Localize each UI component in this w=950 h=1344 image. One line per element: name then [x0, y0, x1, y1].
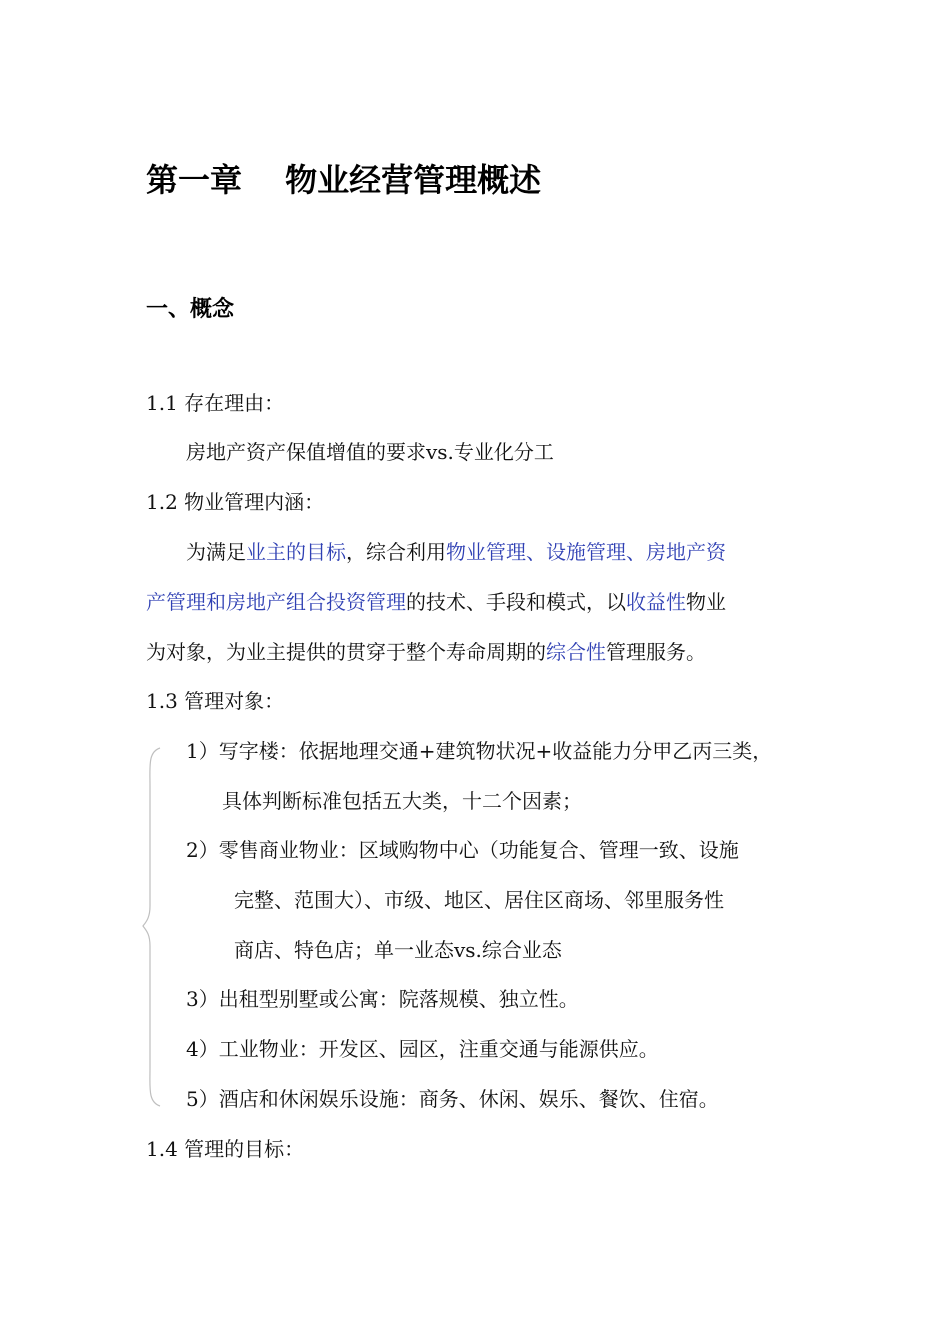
highlight-management-types: 物业管理、设施管理、房地产资	[446, 540, 726, 564]
s1-3-item-3: 3）出租型别墅或公寓：院落规模、独立性。	[186, 987, 579, 1011]
text-run: 物业	[686, 590, 726, 614]
s1-3-item-5: 5）酒店和休闲娱乐设施：商务、休闲、娱乐、餐饮、住宿。	[186, 1087, 719, 1111]
s1-2-para-line-1	[186, 537, 726, 567]
chapter-title: 第一章 物业经营管理概述	[146, 161, 542, 199]
highlight-comprehensive: 综合性	[546, 640, 606, 664]
s1-3-item-2-line-2: 完整、范围大）、市级、地区、居住区商场、邻里服务性	[234, 888, 724, 912]
s1-3-heading: 1.3 管理对象：	[146, 689, 285, 713]
s1-3-item-1-line-1: 1）写字楼：依据地理交通+建筑物状况+收益能力分甲乙丙三类，	[186, 739, 773, 763]
left-brace-icon	[140, 746, 164, 1108]
text-run: ，综合利用	[346, 540, 446, 564]
s1-1-heading: 1.1 存在理由：	[146, 391, 285, 415]
s1-2-para-line-3	[146, 637, 706, 667]
section-heading: 一、概念	[146, 297, 235, 322]
s1-3-item-2-line-3: 商店、特色店；单一业态vs.综合业态	[234, 938, 562, 962]
s1-3-item-4: 4）工业物业：开发区、园区，注重交通与能源供应。	[186, 1037, 659, 1061]
s1-4-heading: 1.4 管理的目标：	[146, 1137, 305, 1161]
s1-1-body: 房地产资产保值增值的要求vs.专业化分工	[186, 440, 554, 464]
s1-3-item-2-line-1: 2）零售商业物业：区域购物中心（功能复合、管理一致、设施	[186, 838, 739, 862]
text-run: 的技术、手段和模式，以	[406, 590, 626, 614]
text-run: 为满足	[186, 540, 246, 564]
text-run: 管理服务。	[606, 640, 706, 664]
text-run: 为对象，为业主提供的贯穿于整个寿命周期的	[146, 640, 546, 664]
highlight-income-producing: 收益性	[626, 590, 686, 614]
highlight-asset-portfolio: 产管理和房地产组合投资管理	[146, 590, 406, 614]
s1-2-heading: 1.2 物业管理内涵：	[146, 490, 325, 514]
highlight-owner-goal: 业主的目标	[246, 540, 346, 564]
s1-3-item-1-line-2: 具体判断标准包括五大类，十二个因素；	[222, 789, 582, 813]
s1-2-para-line-2	[146, 587, 726, 617]
